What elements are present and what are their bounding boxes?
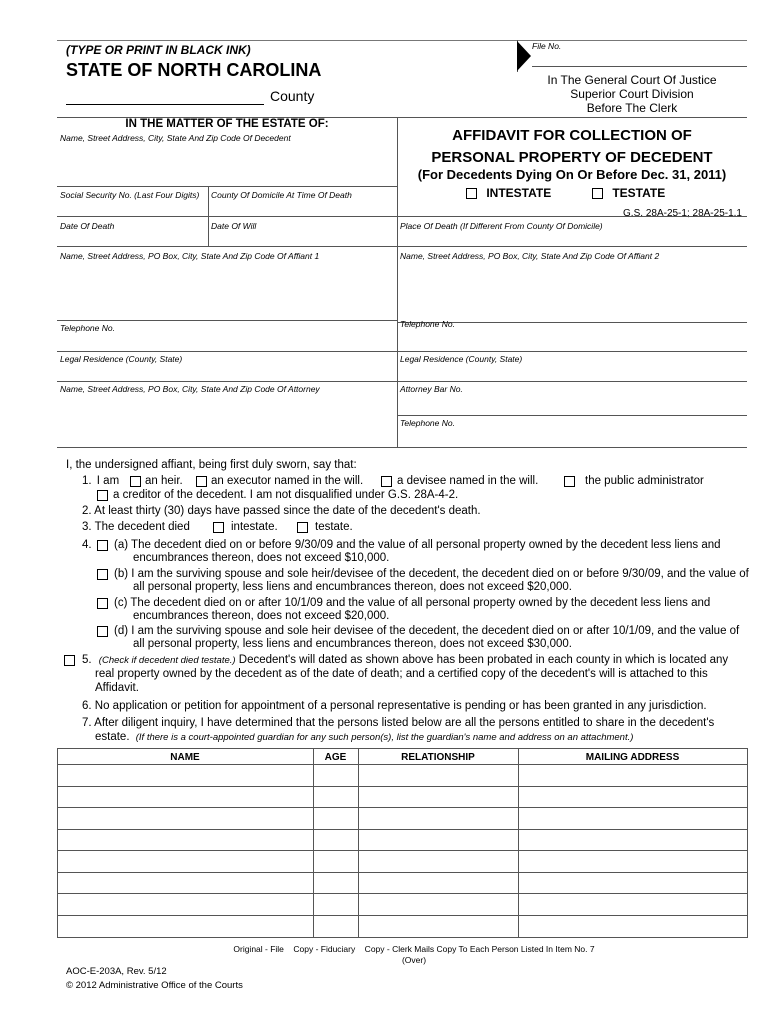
date-of-will-label: Date Of Will [211, 221, 257, 231]
table-row[interactable] [57, 786, 747, 808]
devisee-label: a devisee named in the will. [397, 475, 539, 487]
form-title-line1: AFFIDAVIT FOR COLLECTION OF [452, 127, 692, 144]
executor-checkbox[interactable] [196, 476, 207, 487]
item-6: 6. No application or petition for appointment of a personal representative is pending or has been granted in any jurisdiction. [82, 700, 707, 712]
testate-checkbox[interactable] [592, 188, 603, 199]
item-7-line1: 7. After diligent inquiry, I have determined that the persons listed below are all the persons entitled to share in the decedent's [82, 717, 715, 729]
died-testate-checkbox[interactable] [297, 522, 308, 533]
ink-note: (TYPE OR PRINT IN BLACK INK) [66, 43, 251, 57]
affiant1-telephone-label: Telephone No. [60, 323, 115, 333]
item-4b-line2: all personal property, less liens and encumbrances thereon, does not exceed $20,000. [133, 581, 572, 593]
public-admin-label: the public administrator [585, 475, 704, 487]
court-line2: Superior Court Division [570, 87, 694, 101]
decedent-name-label: Name, Street Address, City, State And Zip Code Of Decedent [60, 133, 291, 143]
col-header-mailing-address: MAILING ADDRESS [585, 752, 680, 763]
col-header-age: AGE [324, 752, 347, 763]
court-line3: Before The Clerk [586, 101, 678, 115]
intestate-option[interactable] [466, 186, 551, 200]
affiant2-residence-label: Legal Residence (County, State) [400, 354, 523, 364]
copyright: © 2012 Administrative Office of the Courts [66, 980, 243, 991]
table-row[interactable] [57, 850, 747, 873]
attorney-telephone-label: Telephone No. [400, 418, 455, 428]
court-line1: In The General Court Of Justice [547, 73, 717, 87]
affiant1-label: Name, Street Address, PO Box, City, State And Zip Code Of Affiant 1 [60, 251, 320, 261]
state-title: STATE OF NORTH CAROLINA [66, 60, 322, 80]
col-header-relationship: RELATIONSHIP [401, 752, 475, 763]
heir-label: an heir. [145, 475, 183, 487]
domicile-label: County Of Domicile At Time Of Death [211, 190, 352, 200]
testate-label: TESTATE [612, 186, 666, 200]
table-row[interactable] [57, 915, 747, 938]
intestate-checkbox[interactable] [466, 188, 477, 199]
died-intestate-label: intestate. [231, 521, 278, 533]
place-of-death-label: Place Of Death (If Different From County Of Domicile) [400, 221, 603, 231]
table-row[interactable] [57, 893, 747, 916]
ssn-label: Social Security No. (Last Four Digits) [60, 190, 200, 200]
table-row[interactable] [57, 872, 747, 894]
form-title-line3: (For Decedents Dying On Or Before Dec. 31, 2011) [417, 167, 727, 182]
affiant1-residence-label: Legal Residence (County, State) [60, 354, 183, 364]
item-4c-checkbox[interactable] [97, 598, 108, 609]
testate-option[interactable] [592, 186, 665, 200]
item-1: 1. I am [82, 475, 120, 487]
date-of-death-label: Date Of Death [60, 221, 115, 231]
decedent-name-field[interactable] [58, 145, 396, 185]
item-5-line1: 5. (Check if decedent died testate.) Decedent's will dated as shown above has been probated in each county in which is located any [82, 654, 729, 666]
item-4b-line1: (b) I am the surviving spouse and sole heir/devisee of the decedent, the decedent died on or before 9/30/09, and the value of [114, 568, 749, 580]
file-no-label: File No. [532, 41, 562, 51]
affidavit-intro: I, the undersigned affiant, being first duly sworn, say that: [66, 459, 357, 471]
affiant2-telephone-label: Telephone No. [400, 319, 455, 329]
item-5-line2: real property owned by the decedent as of the date of death; and a certified copy of the decedent's will is attached to this [95, 668, 708, 680]
item-5-checkbox[interactable] [64, 655, 75, 666]
form-number: AOC-E-203A, Rev. 5/12 [66, 966, 167, 977]
died-intestate-checkbox[interactable] [213, 522, 224, 533]
died-testate-label: testate. [315, 521, 353, 533]
table-row[interactable] [57, 764, 747, 787]
item-7-line2: estate. (If there is a court-appointed guardian for any such person(s), list the guardian's name and address on an attachment.) [95, 731, 634, 743]
item-4b-checkbox[interactable] [97, 569, 108, 580]
county-label: County [270, 88, 315, 104]
item-4a-line1: (a) The decedent died on or before 9/30/09 and the value of all personal property owned by the decedent less liens and [114, 539, 721, 551]
statute-ref: G.S. 28A-25-1; 28A-25-1.1 [623, 208, 742, 219]
item-4-num: 4. [82, 539, 92, 551]
table-row[interactable] [57, 807, 747, 830]
item-4c-line1: (c) The decedent died on or after 10/1/09 and the value of all personal property owned by the decedent less liens and [114, 597, 711, 609]
item-4d-line1: (d) I am the surviving spouse and sole heir devisee of the decedent, the decedent died on or after 10/1/09, and the value of [114, 625, 740, 637]
form-title-line2: PERSONAL PROPERTY OF DECEDENT [431, 149, 713, 166]
affiant2-label: Name, Street Address, PO Box, City, State And Zip Code Of Affiant 2 [400, 251, 660, 261]
public-admin-checkbox[interactable] [564, 476, 575, 487]
item-4d-checkbox[interactable] [97, 626, 108, 637]
intestate-label: INTESTATE [486, 186, 552, 200]
heir-checkbox[interactable] [130, 476, 141, 487]
item-4a-line2: encumbrances thereon, does not exceed $10,000. [133, 552, 390, 564]
over-note: (Over) [401, 955, 427, 965]
creditor-checkbox[interactable] [97, 490, 108, 501]
table-row[interactable] [57, 829, 747, 851]
creditor-label: a creditor of the decedent. I am not disqualified under G.S. 28A-4-2. [113, 489, 459, 501]
item-3-lead: 3. The decedent died [82, 521, 190, 533]
copy-distribution: Original - File Copy - Fiduciary Copy - Clerk Mails Copy To Each Person Listed In Item No. 7 [233, 944, 595, 954]
col-header-name: NAME [170, 752, 200, 763]
file-no-arrow [517, 41, 531, 71]
county-field[interactable] [66, 104, 264, 105]
item-4a-checkbox[interactable] [97, 540, 108, 551]
item-2: 2. At least thirty (30) days have passed since the date of the decedent's death. [82, 505, 481, 517]
item-5-line3: Affidavit. [95, 682, 139, 694]
item-4c-line2: encumbrances thereon, does not exceed $20,000. [133, 610, 390, 622]
attorney-label: Name, Street Address, PO Box, City, State And Zip Code Of Attorney [60, 384, 320, 394]
attorney-bar-label: Attorney Bar No. [400, 384, 463, 394]
devisee-checkbox[interactable] [381, 476, 392, 487]
matter-heading: IN THE MATTER OF THE ESTATE OF: [125, 118, 329, 130]
executor-label: an executor named in the will. [211, 475, 364, 487]
item-4d-line2: all personal property, less liens and encumbrances thereon, does not exceed $30,000. [133, 638, 572, 650]
